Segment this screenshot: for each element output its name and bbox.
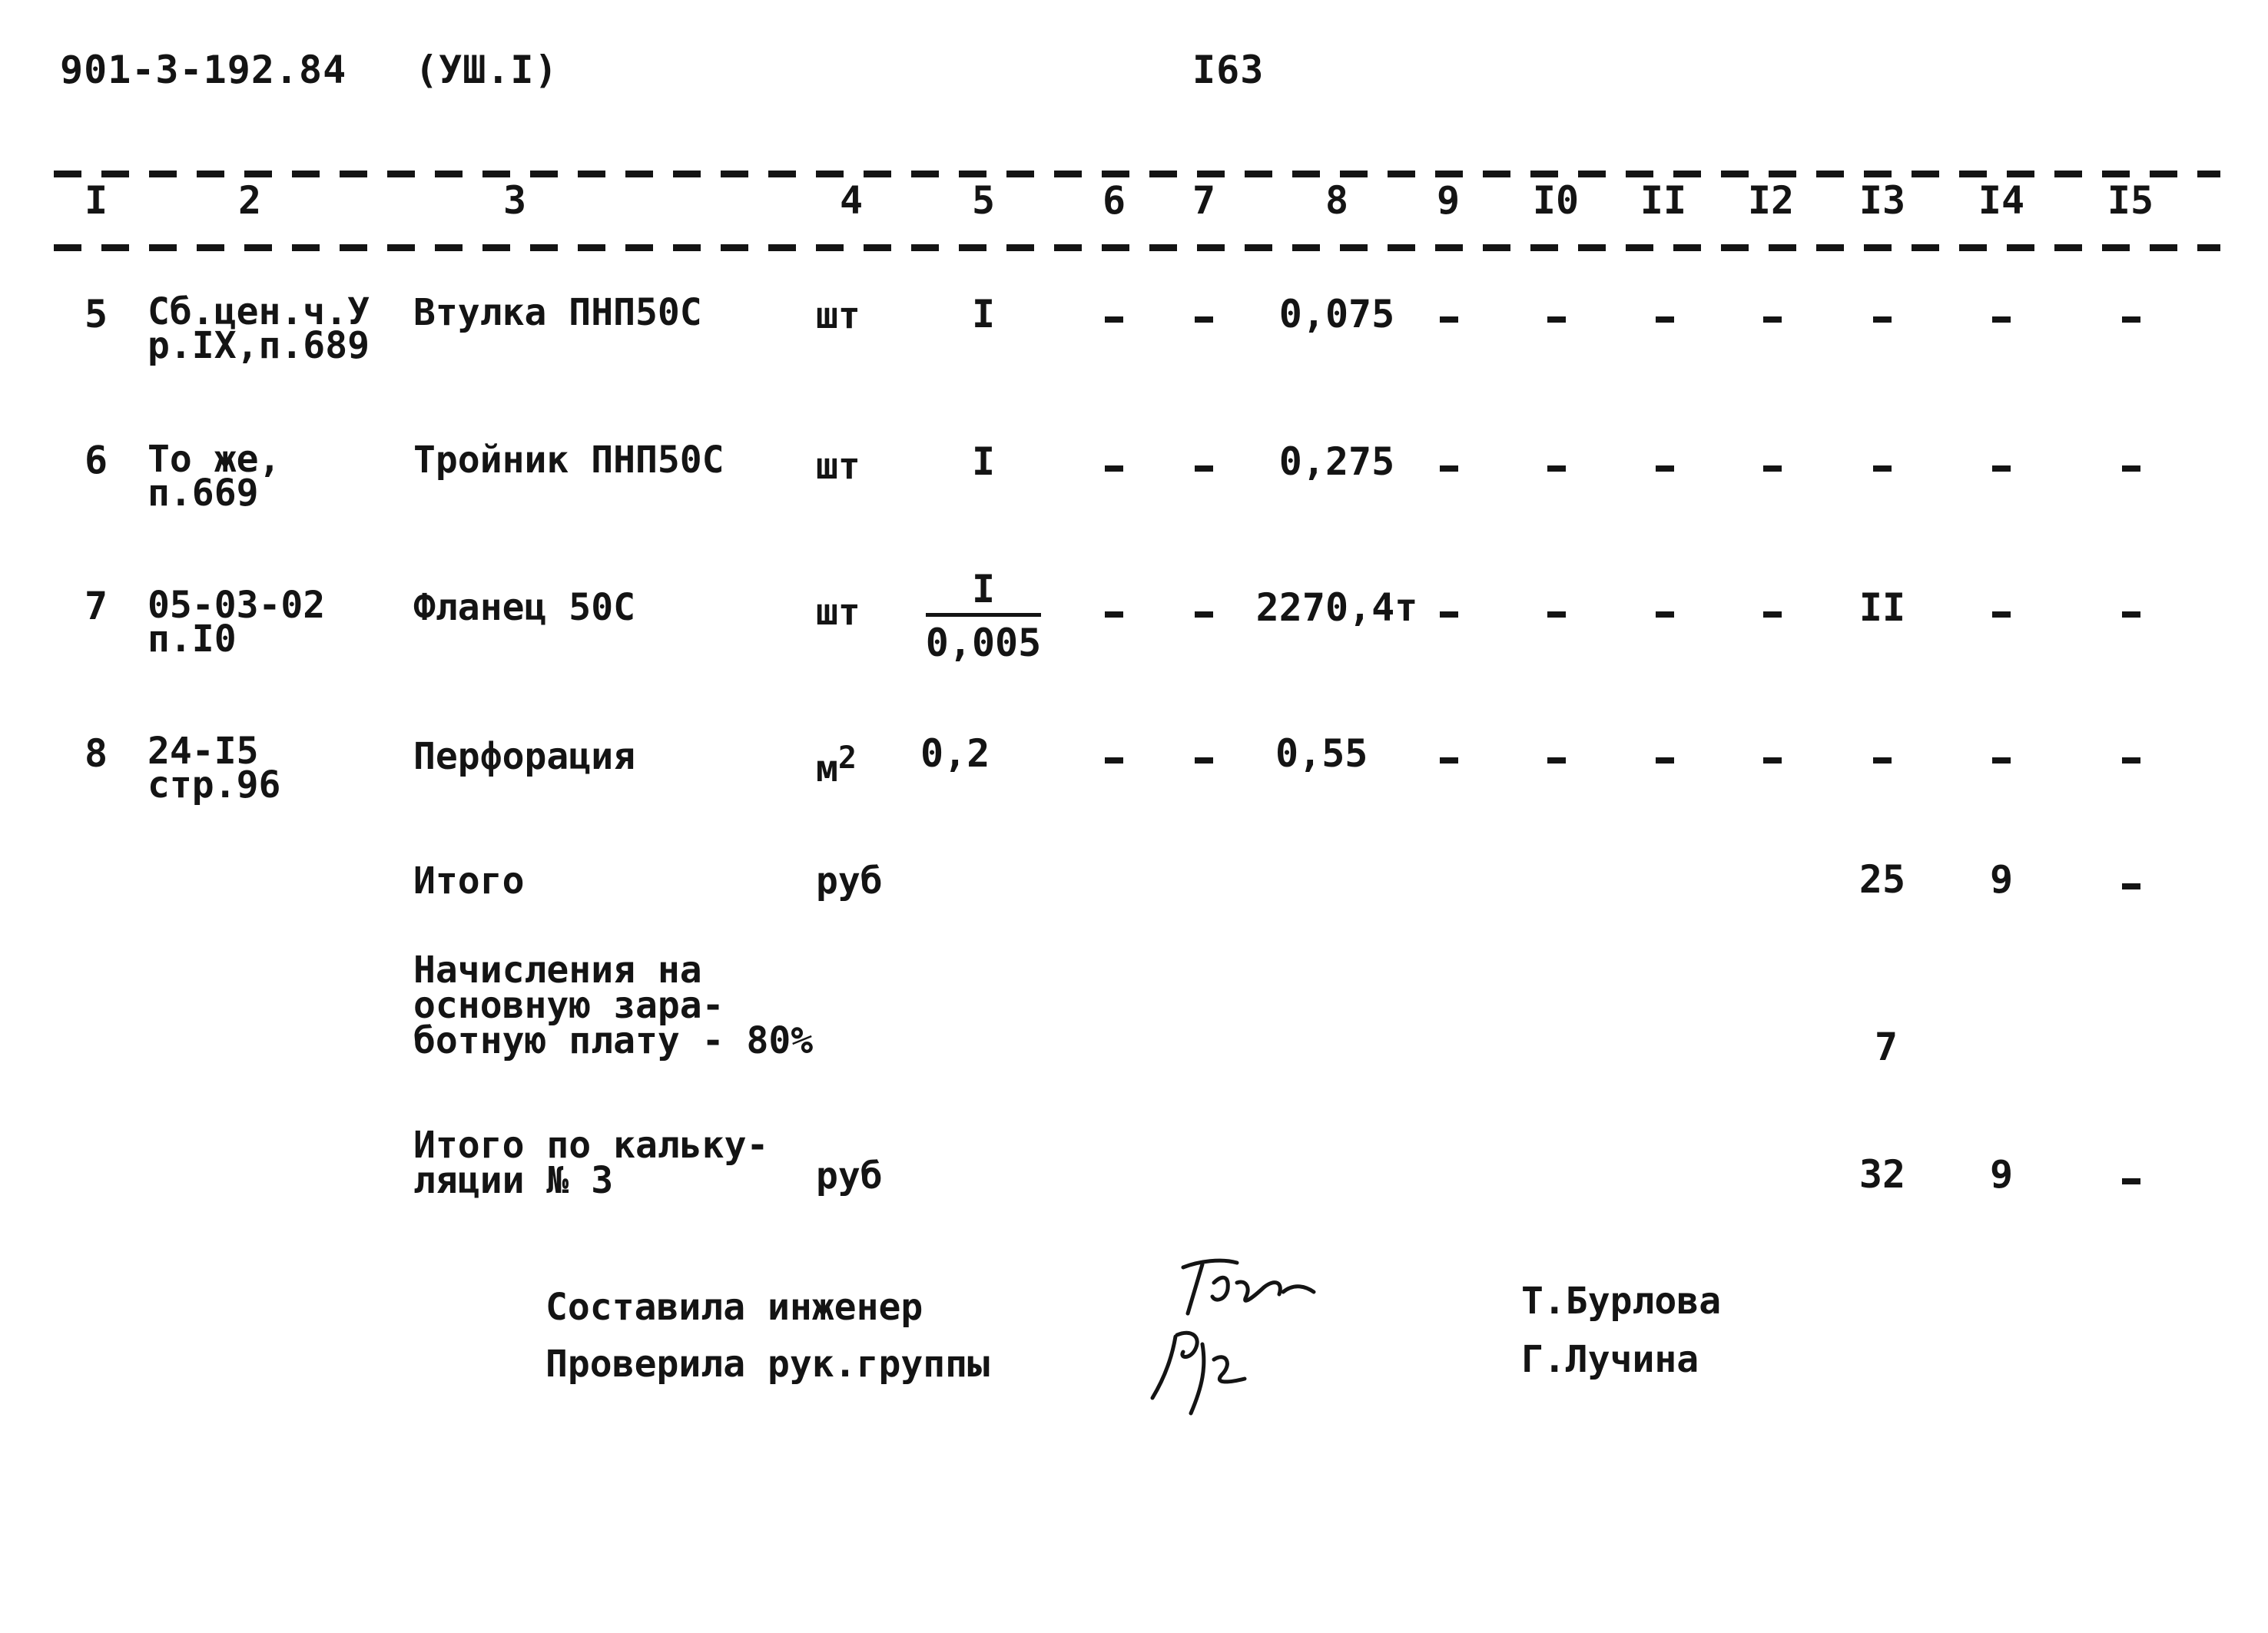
compiled-by-role: Составила инженер (545, 1286, 923, 1329)
checked-by-role: Проверила рук.группы (545, 1343, 990, 1386)
column-header-3: 3 (502, 178, 527, 223)
row-reference: То же, п.669 (148, 438, 281, 515)
header-bottom-rule (54, 244, 2220, 251)
dash-col6 (1105, 316, 1123, 323)
row-col8: 0,275 (1278, 439, 1395, 484)
row-quantity: 0,2 (920, 731, 990, 776)
row-name: Фланец 50С (413, 586, 635, 629)
dash-col15 (2122, 757, 2140, 764)
column-header-7: 7 (1192, 178, 1216, 223)
dash-col15 (2122, 316, 2140, 323)
dash-col7 (1195, 316, 1213, 323)
row-quantity: I (971, 292, 996, 336)
dash-col11 (1656, 465, 1674, 472)
dash-col13 (1873, 757, 1892, 764)
total-col13: 25 (1858, 857, 1906, 902)
row-quantity-denominator: 0,005 (925, 621, 1042, 665)
total-unit: руб (816, 860, 883, 903)
dash-col14 (1992, 757, 2011, 764)
row-number: 8 (84, 731, 108, 776)
dash-col12 (1763, 465, 1782, 472)
document-code: 901-3-192.84 (60, 48, 347, 92)
page-number: I63 (1192, 48, 1265, 92)
dash-col7 (1195, 611, 1213, 618)
grand-total-unit: руб (816, 1154, 883, 1197)
grand-total-col13: 32 (1858, 1152, 1906, 1197)
dash-col12 (1763, 316, 1782, 323)
row-reference: 05-03-02 п.I0 (148, 584, 326, 661)
column-header-11: II (1640, 178, 1687, 223)
accrual-label: Начисления на основную зара- ботную плату - 80% (413, 949, 814, 1062)
column-header-15: I5 (2107, 178, 2154, 223)
dash-col15 (2122, 883, 2140, 889)
dash-col11 (1656, 757, 1674, 764)
row-unit: шт (816, 294, 860, 337)
grand-total-col14: 9 (1989, 1152, 2014, 1197)
dash-col11 (1656, 316, 1674, 323)
dash-col6 (1105, 757, 1123, 764)
checked-by-name: Г.Лучина (1521, 1338, 1699, 1381)
row-unit: шт (816, 445, 860, 488)
dash-col15 (2122, 465, 2140, 472)
grand-total-label: Итого по кальку- ляции № 3 (413, 1124, 769, 1202)
row-name: Перфорация (413, 735, 635, 778)
row-quantity-numerator: I (971, 567, 996, 611)
column-header-5: 5 (971, 178, 996, 223)
dash-col14 (1992, 611, 2011, 618)
row-col8: 0,55 (1275, 731, 1368, 776)
column-header-9: 9 (1436, 178, 1461, 223)
row-quantity: I (971, 439, 996, 484)
row-reference: Сб.цен.ч.У р.IX,п.689 (148, 290, 370, 367)
column-header-10: I0 (1532, 178, 1580, 223)
row-number: 7 (84, 584, 108, 628)
dash-col12 (1763, 757, 1782, 764)
dash-col15 (2122, 1178, 2140, 1184)
column-header-12: I2 (1747, 178, 1795, 223)
dash-col6 (1105, 611, 1123, 618)
dash-col10 (1547, 757, 1566, 764)
dash-col10 (1547, 465, 1566, 472)
handwritten-signatures (1129, 1252, 1360, 1429)
dash-col9 (1440, 465, 1458, 472)
row-name: Тройник ПНП50С (413, 439, 724, 482)
column-header-4: 4 (839, 178, 864, 223)
dash-col9 (1440, 611, 1458, 618)
section-label: (УШ.I) (415, 48, 559, 92)
row-number: 5 (84, 292, 108, 336)
compiled-by-name: Т.Бурлова (1521, 1280, 1722, 1323)
row-name: Втулка ПНП50С (413, 291, 702, 334)
row-unit: шт (816, 591, 860, 634)
accrual-col13: 7 (1874, 1025, 1898, 1069)
column-header-13: I3 (1858, 178, 1906, 223)
dash-col6 (1105, 465, 1123, 472)
dash-col13 (1873, 465, 1892, 472)
row-col8: 2270,4т (1255, 585, 1418, 630)
row-number: 6 (84, 438, 108, 482)
column-header-8: 8 (1325, 178, 1349, 223)
dash-col14 (1992, 465, 2011, 472)
dash-col11 (1656, 611, 1674, 618)
total-label: Итого (413, 860, 525, 903)
dash-col15 (2122, 611, 2140, 618)
dash-col9 (1440, 757, 1458, 764)
fraction-line (926, 613, 1041, 617)
dash-col10 (1547, 316, 1566, 323)
dash-col10 (1547, 611, 1566, 618)
row-col13: II (1858, 585, 1906, 630)
header-top-rule (54, 171, 2220, 177)
dash-col9 (1440, 316, 1458, 323)
column-header-14: I4 (1978, 178, 2025, 223)
dash-col7 (1195, 465, 1213, 472)
total-col14: 9 (1989, 857, 2014, 902)
row-reference: 24-I5 стр.96 (148, 730, 281, 807)
dash-col13 (1873, 316, 1892, 323)
column-header-2: 2 (237, 178, 262, 223)
column-header-6: 6 (1102, 178, 1126, 223)
column-header-1: I (84, 178, 108, 223)
dash-col14 (1992, 316, 2011, 323)
row-unit: $м^2$ (816, 740, 857, 790)
dash-col12 (1763, 611, 1782, 618)
dash-col7 (1195, 757, 1213, 764)
row-col8: 0,075 (1278, 292, 1395, 336)
